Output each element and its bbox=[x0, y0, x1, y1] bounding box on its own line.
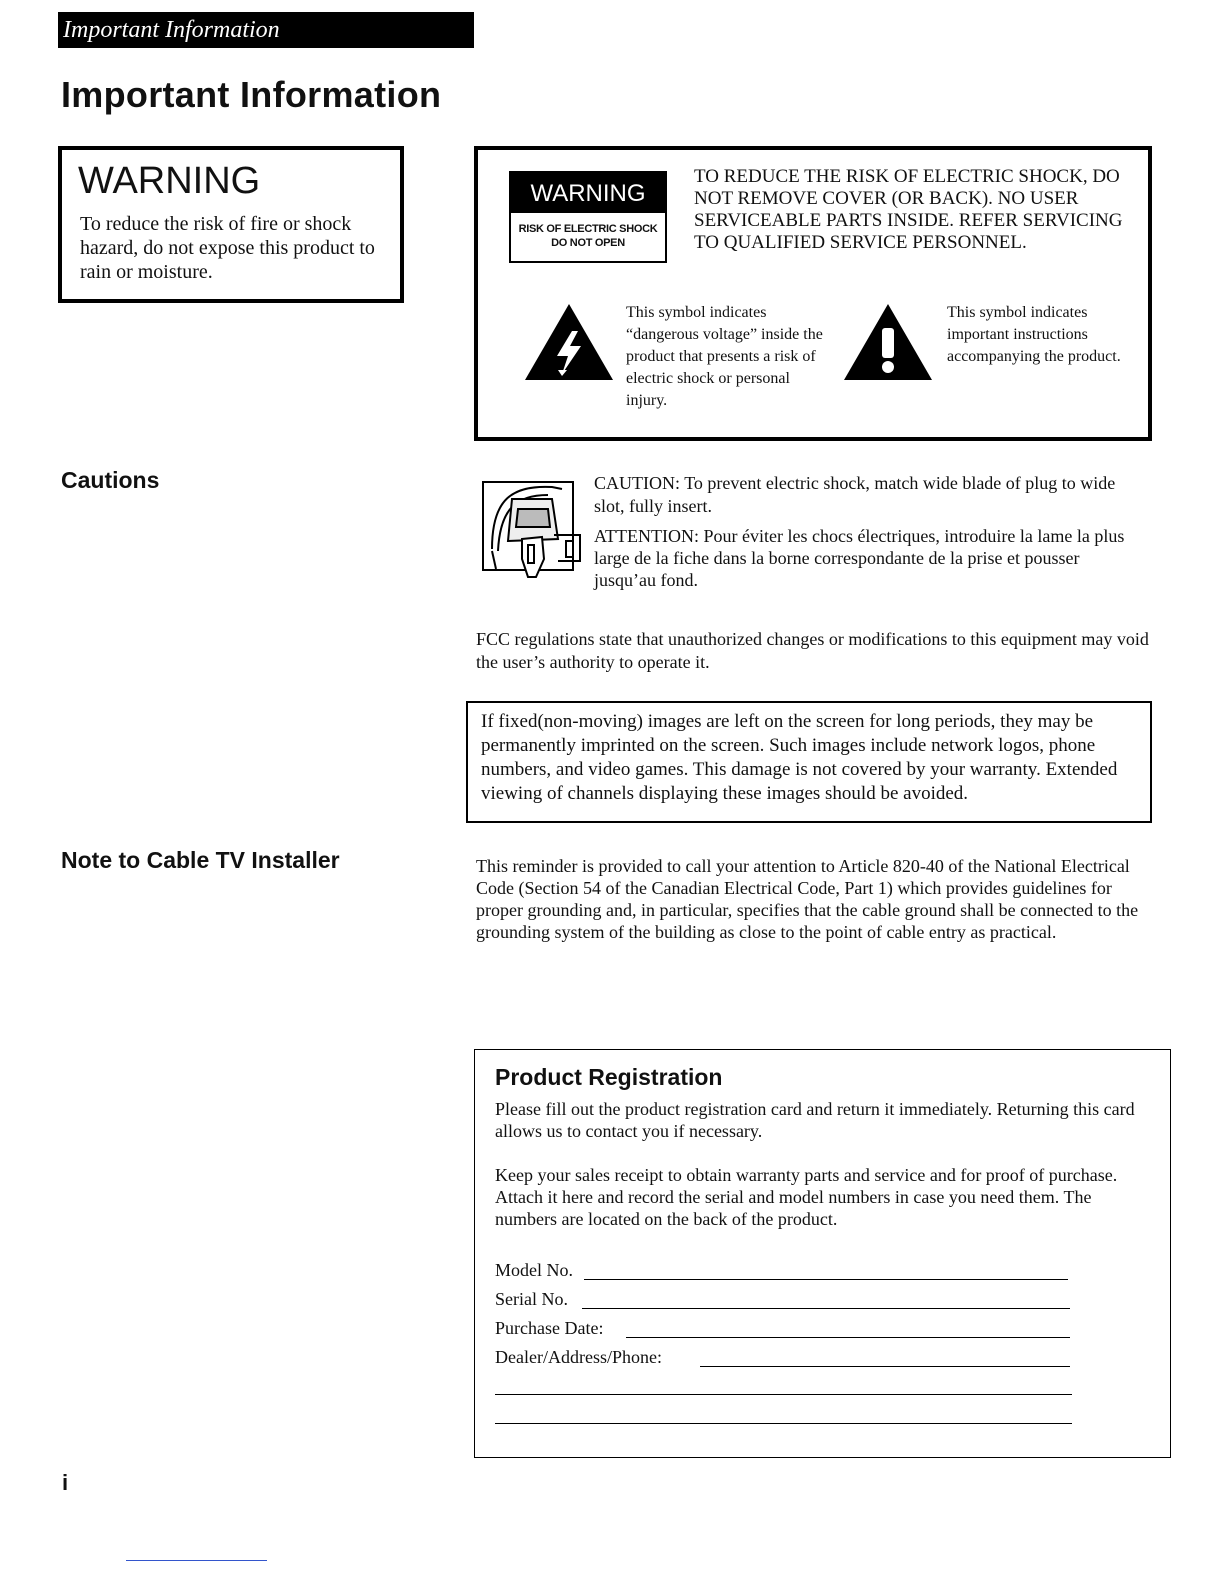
attention-text bbox=[594, 525, 1134, 591]
dealer-info-field[interactable] bbox=[700, 1366, 1070, 1367]
registration-paragraph-1: Please fill out the product registration card and return it immediately. Returning this card allows us to contact you if necessary. bbox=[495, 1099, 1135, 1141]
cable-installer-text: This reminder is provided to call your attention to Article 820-40 of the National Electrical Code (Section 54 of the Canadian Electrical Code, Part 1) which provides guidelines for proper grounding and, in particular, specifies that the cable ground shall be connected to the grounding system of the building as close to the point of cable entry as practical. bbox=[476, 856, 1139, 942]
caution-text bbox=[594, 472, 1134, 518]
serial-number-field[interactable] bbox=[582, 1308, 1070, 1309]
purchase-date-label: Purchase Date: bbox=[495, 1318, 604, 1338]
footer-rule bbox=[126, 1560, 267, 1561]
warning-label-subtitle bbox=[511, 222, 665, 250]
symbol-instructions-description: This symbol indicates important instructions accompanying the product. bbox=[947, 304, 1121, 365]
warning-label-line1: RISK OF ELECTRIC SHOCK bbox=[518, 223, 658, 235]
product-registration-title: Product Registration bbox=[495, 1064, 723, 1090]
cable-installer-heading: Note to Cable TV Installer bbox=[61, 847, 340, 873]
warning-title: WARNING bbox=[78, 160, 261, 202]
cautions-heading: Cautions bbox=[61, 467, 160, 493]
model-number-label: Model No. bbox=[495, 1260, 573, 1280]
dealer-info-line-3[interactable] bbox=[495, 1423, 1072, 1424]
exclamation-warning-icon bbox=[844, 304, 932, 385]
purchase-date-field[interactable] bbox=[626, 1337, 1070, 1338]
model-number-field[interactable] bbox=[584, 1279, 1068, 1280]
fcc-notice: FCC regulations state that unauthorized changes or modifications to this equipment may void the user’s authority to operate it. bbox=[476, 629, 1149, 672]
warning-label-title: WARNING bbox=[511, 173, 665, 213]
screen-burn-notice-text: If fixed(non-moving) images are left on the screen for long periods, they may be permanently imprinted on the screen. Such images include network logos, phone numbers, and video games. This damage is not covered by your warranty. Extended viewing of channels displaying these images should be avoided. bbox=[481, 711, 1118, 804]
shock-warning-text: TO REDUCE THE RISK OF ELECTRIC SHOCK, DO NOT REMOVE COVER (OR BACK). NO USER SERVICEABLE PARTS INSIDE. REFER SERVICING TO QUALIFIED SERVICE PERSONNEL. bbox=[694, 166, 1123, 253]
registration-paragraph-2: Keep your sales receipt to obtain warranty parts and service and for proof of purchase. Attach it here and record the serial and model numbers in case you need them. The numbers are located on the back of the product. bbox=[495, 1165, 1118, 1229]
warning-label-line2: DO NOT OPEN bbox=[551, 237, 625, 249]
page-number: i bbox=[62, 1470, 69, 1495]
dangerous-voltage-icon bbox=[525, 304, 613, 385]
dealer-info-line-2[interactable] bbox=[495, 1394, 1072, 1395]
attention-body: Pour éviter les chocs électriques, introduire la lame la plus large de la fiche dans la borne correspondante de la prise et pousser jusqu’au fond. bbox=[594, 526, 1125, 590]
caution-label: CAUTION: bbox=[594, 473, 680, 493]
section-header-bar: Important Information bbox=[58, 12, 474, 48]
warning-text: To reduce the risk of fire or shock hazard, do not expose this product to rain or moisture. bbox=[80, 213, 375, 283]
page-title: Important Information bbox=[61, 74, 442, 115]
polarized-plug-icon bbox=[482, 479, 582, 584]
serial-number-label: Serial No. bbox=[495, 1289, 568, 1309]
attention-label: ATTENTION: bbox=[594, 526, 699, 546]
dealer-info-label: Dealer/Address/Phone: bbox=[495, 1347, 662, 1367]
symbol-voltage-description: This symbol indicates “dangerous voltage” inside the product that presents a risk of electric shock or personal injury. bbox=[626, 304, 823, 409]
caution-body: To prevent electric shock, match wide blade of plug to wide slot, fully insert. bbox=[594, 473, 1116, 516]
